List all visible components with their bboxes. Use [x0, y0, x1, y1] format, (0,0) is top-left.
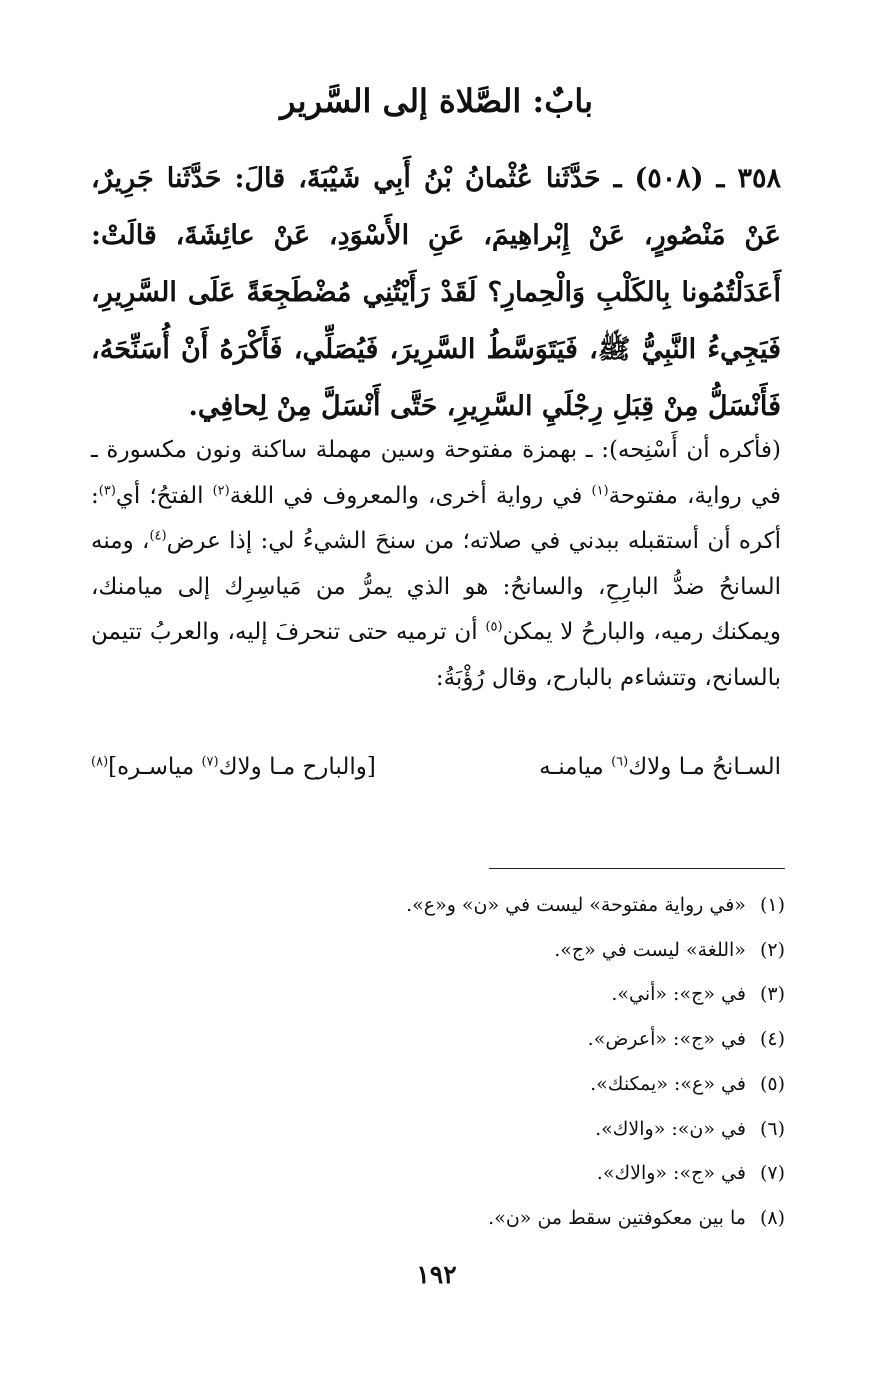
footnote-item — [285, 972, 785, 1017]
footnote-number: (٢) — [759, 938, 785, 961]
page-number: ١٩٢ — [416, 1260, 457, 1289]
footnote-item — [285, 1107, 785, 1152]
footnotes-list — [285, 883, 785, 1241]
verse-h1-text-b: ميامنـه — [539, 754, 612, 780]
footnote-ref-1: (١) — [591, 482, 609, 498]
verse-h2-text-b: مياسـره] — [108, 754, 202, 780]
footnote-number: (١) — [759, 894, 785, 916]
footnote-ref-6: (٦) — [611, 754, 629, 770]
commentary-part-5: ، ومنه السانحُ ضدُّ البارِحِ، والسانحُ: هو الذي يمرُّ من مَياسِرِك إلى ميامنك، ويمكنك رميه، والبارحُ لا يمكن — [91, 528, 781, 645]
verse-second-hemistich — [91, 754, 376, 780]
footnote-text: «اللغة» ليست في «ج». — [554, 938, 746, 961]
footnote-item — [285, 1151, 785, 1196]
footnote-item — [285, 1062, 785, 1107]
commentary-part-1: (فأكره أن أَسْنِحه): ـ بهمزة مفتوحة وسين مهملة ساكنة ونون مكسورة ـ في رواية، مفتوحة — [91, 437, 782, 509]
footnote-number: (٣) — [759, 983, 785, 1006]
verse-h2-text-a: [والبارح مـا ولاك — [218, 754, 376, 780]
footnote-text: في «ج»: «والاك». — [596, 1162, 746, 1185]
footnote-number: (٦) — [759, 1117, 785, 1140]
footnote-ref-2: (٢) — [212, 482, 230, 498]
footnote-item — [285, 1196, 785, 1241]
footnote-number: (٧) — [759, 1162, 785, 1185]
chapter-title-text: الصَّلاة إلى السَّرير — [280, 82, 522, 120]
footnote-item — [285, 1017, 785, 1062]
commentary-part-3: الفتحُ؛ أي — [115, 482, 213, 509]
footnote-text: في «ج»: «أعرض». — [587, 1028, 746, 1051]
footnote-text: في «ع»: «يمكنك». — [590, 1072, 746, 1095]
footnote-text: في «ن»: «والاك». — [595, 1117, 746, 1140]
footnote-divider — [489, 868, 785, 869]
footnote-text: في «ج»: «أني». — [611, 983, 746, 1006]
footnote-number: (٤) — [759, 1028, 785, 1051]
footnote-ref-3: (٣) — [98, 482, 116, 498]
footnote-text: ما بين معكوفتين سقط من «ن». — [488, 1206, 746, 1229]
chapter-title — [0, 82, 873, 120]
footnote-ref-8: (٨) — [91, 754, 109, 770]
commentary-part-4: : أكره أن أستقبله ببدني في صلاته؛ من سنحَ الشيءُ لي: إذا عرض — [91, 482, 782, 554]
footnote-ref-7: (٧) — [201, 754, 219, 770]
footnote-ref-5: (٥) — [485, 619, 503, 635]
commentary-part-6: أن ترميه حتى تنحرفَ إليه، والعربُ تتيمن بالسانح، وتتشاءم بالبارح، وقال رُؤْبَةُ: — [91, 619, 781, 691]
hadith-text: ٣٥٨ ـ (٥٠٨) ـ حَدَّثَنا عُثْمانُ بْنُ أَبِي شَيْبَةَ، قالَ: حَدَّثَنا جَرِيرٌ، عَنْ مَنْصُورٍ، عَنْ إِبْراهِيمَ، عَنِ الأَسْوَدِ، عَنْ عائِشَةَ، قالَتْ: أَعَدَلْتُمُونا بِالكَلْبِ وَالْحِمارِ؟ لَقَدْ رَأَيْتُنِي مُضْطَجِعَةً عَلَى السَّرِيرِ، فَيَجِيءُ النَّبِيُّ ﷺ، فَيَتَوَسَّطُ السَّرِيرَ، فَيُصَلِّي، فَأَكْرَهُ أَنْ أُسَنِّحَهُ، فَأَنْسَلُّ مِنْ قِبَلِ رِجْلَيِ السَّرِيرِ، حَتَّى أَنْسَلَّ مِنْ لِحافِي. — [91, 163, 781, 422]
verse-first-hemistich — [539, 754, 781, 780]
footnote-number: (٥) — [759, 1072, 785, 1095]
poetry-verse — [91, 754, 781, 794]
commentary-part-2: في رواية أخرى، والمعروف في اللغة — [229, 482, 592, 509]
verse-h1-text-a: السـانحُ مـا ولاك — [628, 754, 781, 780]
footnote-item — [285, 883, 785, 928]
commentary — [91, 428, 781, 701]
chapter-prefix: بابٌ: — [532, 82, 593, 120]
footnote-item — [285, 928, 785, 973]
footnote-text: «في رواية مفتوحة» ليست في «ن» و«ع». — [406, 894, 746, 916]
footnote-number: (٨) — [759, 1206, 785, 1229]
footnote-ref-4: (٤) — [149, 528, 167, 544]
